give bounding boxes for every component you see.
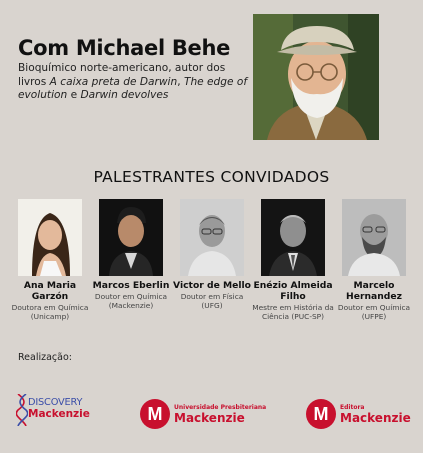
discovery-mackenzie-word: Mackenzie: [28, 408, 90, 420]
speaker-credentials: Doutora em Química (Unicamp): [11, 303, 89, 322]
dna-icon: [16, 394, 28, 426]
speaker-credentials: Doutor em Física (UFG): [180, 292, 244, 311]
section-title: PALESTRANTES CONVIDADOS: [93, 168, 330, 186]
speaker-card: [252, 199, 334, 321]
organizers-label: Realização:: [18, 352, 72, 363]
speaker-credentials: Mestre em História da Ciência (PUC-SP): [252, 303, 334, 322]
page-title: Com Michael Behe: [18, 36, 231, 60]
speaker-photo: [342, 199, 406, 276]
speaker-name: Victor de Mello: [173, 280, 251, 291]
speaker-photo: [18, 199, 82, 276]
speaker-name: Marcos Eberlin: [92, 280, 170, 291]
speaker-credentials: Doutor em Química (Mackenzie): [94, 292, 168, 311]
speaker-card: [333, 199, 415, 321]
speaker-name: Marcelo Hernandez: [346, 280, 402, 302]
speaker-bio: [18, 62, 250, 103]
discovery-mackenzie-logo: [16, 394, 106, 426]
discovery-word: DISCOVERY: [28, 397, 83, 408]
speaker-card: [9, 199, 91, 321]
editora-big-text: Mackenzie: [340, 410, 411, 425]
speaker-card: [171, 199, 253, 310]
speaker-photo: [99, 199, 163, 276]
bio-separator: e: [67, 89, 81, 101]
bio-text: Bioquímico norte-americano, autor dos livros: [18, 62, 226, 88]
book-title: The edge of evolution: [18, 75, 248, 101]
upm-big-text: Mackenzie: [174, 410, 245, 425]
upm-small-text: Universidade Presbiteriana: [174, 403, 267, 411]
speaker-name: Enézio Almeida Filho: [253, 280, 333, 302]
book-title: A caixa preta de Darwin: [49, 75, 178, 88]
book-title: Darwin devolves: [80, 89, 169, 101]
editora-small-text: Editora: [340, 403, 365, 411]
speaker-card: [90, 199, 172, 310]
speaker-name: Ana Maria Garzón: [23, 280, 77, 302]
speaker-photo: [261, 199, 325, 276]
speaker-photo: [180, 199, 244, 276]
mackenzie-m-icon: M: [140, 399, 170, 429]
upm-logo: [140, 399, 266, 429]
mackenzie-m-icon: M: [306, 399, 336, 429]
speaker-credentials: Doutor em Química (UFPE): [337, 303, 411, 322]
bio-separator: ,: [177, 75, 184, 88]
header: [18, 36, 250, 103]
editora-mackenzie-logo: [306, 399, 411, 429]
michael-behe-photo: [253, 14, 379, 140]
